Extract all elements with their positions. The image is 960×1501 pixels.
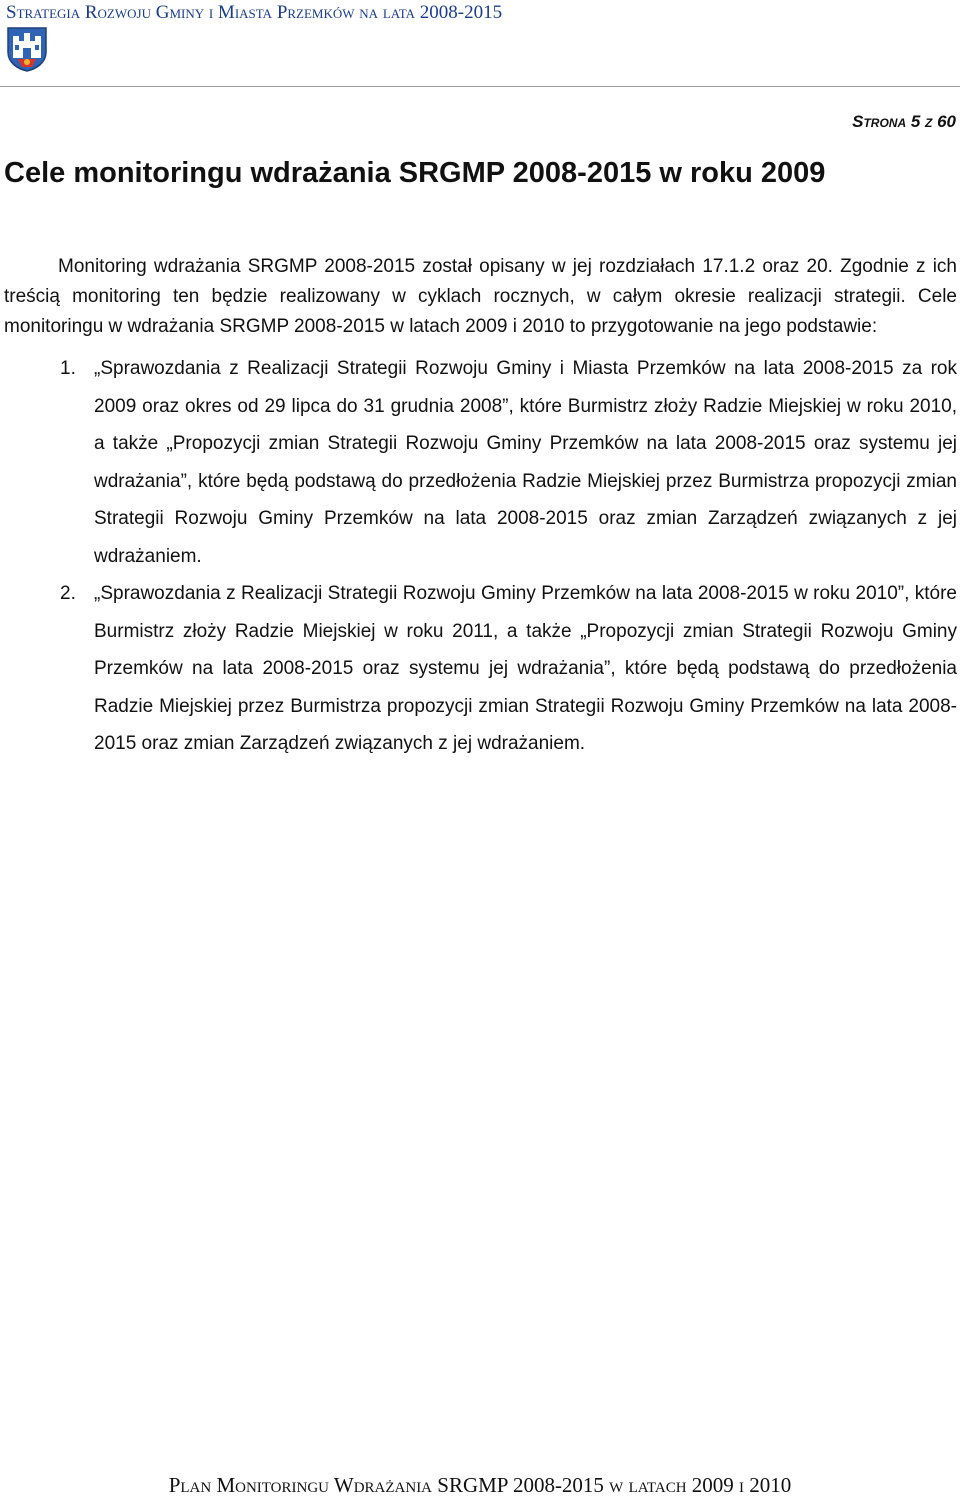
list-item [60, 575, 957, 763]
document-body [4, 252, 957, 763]
list-item-text: „Sprawozdania z Realizacji Strategii Rozwoju Gminy i Miasta Przemków na lata 2008-2015 za rok 2009 oraz okres od 29 lipca do 31 grudnia 2008”, które Burmistrz złoży Radzie Miejskiej w roku 2010, a także „Propozycji zmian Strategii Rozwoju Gminy Przemków na lata 2008-2015 oraz systemu jej wdrażania”, które będą podstawą do przedłożenia Radzie Miejskiej przez Burmistrza propozycji zmian Strategii Rozwoju Gminy Przemków na lata 2008-2015 oraz zmian Zarządzeń związanych z jej wdrażaniem. [94, 358, 957, 567]
header-title: Strategia Rozwoju Gminy i Miasta Przemków na lata 2008-2015 [6, 2, 503, 23]
section-heading: Cele monitoringu wdrażania SRGMP 2008-2015 w roku 2009 [4, 157, 826, 189]
crest-icon [4, 26, 50, 72]
page-number: Strona 5 z 60 [852, 112, 956, 131]
list-item-text: „Sprawozdania z Realizacji Strategii Rozwoju Gminy Przemków na lata 2008-2015 w roku 2010”, które Burmistrz złoży Radzie Miejskiej w roku 2011, a także „Propozycji zmian Strategii Rozwoju Gminy Przemków na lata 2008-2015 oraz systemu jej wdrażania”, które będą podstawą do przedłożenia Radzie Miejskiej przez Burmistrza propozycji zmian Strategii Rozwoju Gminy Przemków na lata 2008-2015 oraz zmian Zarządzeń związanych z jej wdrażaniem. [94, 583, 957, 754]
list-item-number: 2. [60, 583, 76, 604]
footer-title: Plan Monitoringu Wdrażania SRGMP 2008-2015 w latach 2009 i 2010 [168, 1473, 792, 1497]
list-item [60, 350, 957, 575]
intro-paragraph: Monitoring wdrażania SRGMP 2008-2015 został opisany w jej rozdziałach 17.1.2 oraz 20. Zgodnie z ich treścią monitoring ten będzie realizowany w cyklach rocznych, w całym okresie realizacji strategii. Cele monitoringu w wdrażania SRGMP 2008-2015 w latach 2009 i 2010 to przygotowanie na jego podstawie: [4, 256, 957, 337]
list-item-number: 1. [60, 358, 76, 379]
header-divider [0, 86, 960, 87]
goals-list [4, 350, 957, 763]
